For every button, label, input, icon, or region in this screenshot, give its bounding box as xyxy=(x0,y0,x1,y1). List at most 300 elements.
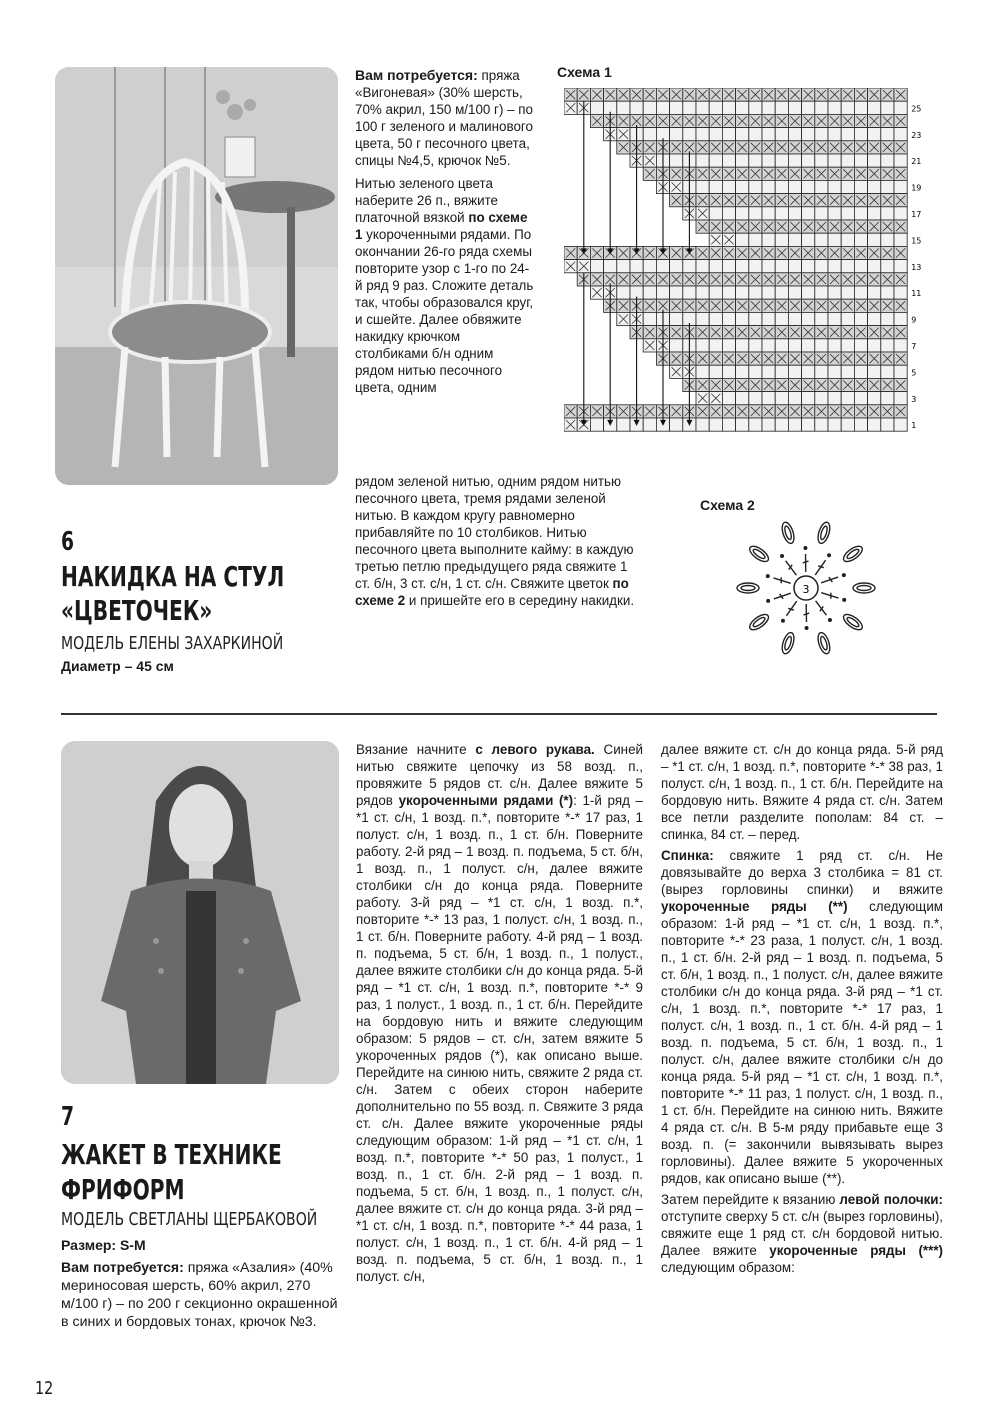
chart-cell xyxy=(749,101,762,114)
chart-cell xyxy=(828,207,841,220)
petal-loop xyxy=(841,543,865,564)
c3g: левой полочки: xyxy=(839,1192,943,1207)
chart-cell xyxy=(775,365,788,378)
chart-cell xyxy=(709,260,722,273)
petal-inner xyxy=(741,586,755,591)
chart-cell xyxy=(894,180,907,193)
petal-loop xyxy=(747,543,771,564)
chart-cell xyxy=(841,128,854,141)
chart-cell xyxy=(815,180,828,193)
chart-cell xyxy=(854,418,867,431)
chart-cell xyxy=(854,339,867,352)
chart-cell xyxy=(696,365,709,378)
row-label: 1 xyxy=(911,421,917,431)
petal-inner xyxy=(857,586,871,591)
materials-text-7: пряжа «Азалия» (40% мериносовая шерсть, 60% акрил, 270 м/100 г) – по 200 г секционно окрашенной в синих и бордовых тонах, крючок №3. xyxy=(61,1260,338,1330)
chart-cell xyxy=(617,418,630,431)
row-label: 23 xyxy=(911,130,922,140)
center-number: 3 xyxy=(802,583,810,596)
chart-cell xyxy=(841,365,854,378)
materials-block-6 xyxy=(355,67,535,400)
chart-cell xyxy=(788,180,801,193)
instructions-6-cont xyxy=(355,473,645,613)
chart-cell xyxy=(775,101,788,114)
chart-cell xyxy=(736,392,749,405)
chart-cell xyxy=(775,180,788,193)
chart-cell xyxy=(709,180,722,193)
chain-dot xyxy=(828,554,831,557)
chart-cell xyxy=(881,418,894,431)
chart-cell xyxy=(722,286,735,299)
chart-cell xyxy=(894,418,907,431)
c3a: далее вяжите ст. с/н до конца ряда. 5-й ряд – *1 ст. с/н, 1 возд. п.*, повторите *-* 38 раз, 1 полуст. с/н, 1 возд. п., 1 ст. б/н. Перейдите на бордовую нить. Вяжите 4 ряда ст. с/н. Затем все петли разделите пополам: 84 ст. – спинка, 84 ст. – перед. xyxy=(661,742,943,842)
chart-cell xyxy=(881,365,894,378)
chart-cell xyxy=(788,101,801,114)
chart-cell xyxy=(670,312,683,325)
chart-cell xyxy=(815,312,828,325)
chart-cell xyxy=(762,286,775,299)
chart-cell xyxy=(749,339,762,352)
chain-dot xyxy=(829,619,832,622)
materials-text: пряжа «Вигоневая» (30% шерсть, 70% акрил, 150 м/100 г) – по 100 г зеленого и малинового цвета, 50 г песочного цвета, спицы №4,5, крючок №5. xyxy=(355,68,533,168)
chart-cell xyxy=(630,101,643,114)
chart-cell xyxy=(722,365,735,378)
chart-cell xyxy=(841,312,854,325)
chart-cell xyxy=(709,365,722,378)
chart-cell xyxy=(749,207,762,220)
model-illustration xyxy=(61,741,339,1084)
row-label: 21 xyxy=(911,157,922,167)
chart-cell xyxy=(736,365,749,378)
instructions-7-col2 xyxy=(356,741,643,1285)
chart-cell xyxy=(894,260,907,273)
chart-cell xyxy=(802,180,815,193)
chart-cell xyxy=(802,207,815,220)
chart-cell xyxy=(709,154,722,167)
chart-cell xyxy=(841,180,854,193)
c3j: следующим образом: xyxy=(661,1260,795,1275)
chart-cell xyxy=(696,312,709,325)
row-label: 11 xyxy=(911,289,922,299)
chart-cell xyxy=(854,312,867,325)
chart-cell xyxy=(854,101,867,114)
chart-cell xyxy=(709,312,722,325)
chart-cell xyxy=(736,339,749,352)
chart-cell xyxy=(736,418,749,431)
chain-dot xyxy=(843,599,846,602)
chart-cell xyxy=(590,418,603,431)
stitch-symbol xyxy=(821,593,838,598)
petal-loop xyxy=(737,583,759,593)
chart-cell xyxy=(788,260,801,273)
size-7: Размер: S-M xyxy=(61,1237,146,1253)
chart-cell xyxy=(683,286,696,299)
stitch-symbol xyxy=(774,578,791,583)
chair-illustration xyxy=(55,67,338,485)
chart-cell xyxy=(722,392,735,405)
page-number: 12 xyxy=(35,1378,54,1399)
chart-cell xyxy=(722,339,735,352)
chart-cell xyxy=(802,128,815,141)
petal-inner xyxy=(752,548,766,560)
chart-cell xyxy=(696,418,709,431)
scheme1-label: Схема 1 xyxy=(557,64,612,80)
chart-cell xyxy=(775,286,788,299)
chart-cell xyxy=(841,339,854,352)
chart-cell xyxy=(683,128,696,141)
chart-cell xyxy=(762,207,775,220)
chart-cell xyxy=(868,286,881,299)
c2b: с левого рукава. xyxy=(475,742,595,757)
chart-cell xyxy=(722,207,735,220)
chart-cell xyxy=(894,207,907,220)
chart-cell xyxy=(815,207,828,220)
chart-cell xyxy=(894,286,907,299)
chart-cell xyxy=(815,101,828,114)
row-label: 19 xyxy=(911,183,922,193)
chart-cell xyxy=(868,392,881,405)
chart-cell xyxy=(788,339,801,352)
chart-cell xyxy=(670,260,683,273)
chart-cell xyxy=(894,365,907,378)
scheme2-label: Схема 2 xyxy=(700,497,755,513)
stitch-tick xyxy=(804,613,810,615)
chart-cell xyxy=(841,286,854,299)
chart-cell xyxy=(617,286,630,299)
chart-cell xyxy=(736,233,749,246)
chart-cell xyxy=(762,180,775,193)
chart-cell xyxy=(868,180,881,193)
chart-cell xyxy=(828,101,841,114)
row-label: 9 xyxy=(911,315,917,325)
chart-cell xyxy=(736,128,749,141)
chart-cell xyxy=(868,339,881,352)
chart-cell xyxy=(828,392,841,405)
scheme1-grid xyxy=(564,88,936,457)
stitch-tick xyxy=(803,561,809,563)
chain-dot xyxy=(781,555,784,558)
chart-cell xyxy=(630,260,643,273)
c2d: укороченными рядами (*) xyxy=(398,793,574,808)
chart-cell xyxy=(868,128,881,141)
petal-loop xyxy=(816,521,832,545)
chart-cell xyxy=(788,312,801,325)
chart-cell xyxy=(868,154,881,167)
row-label: 7 xyxy=(911,342,917,351)
chart-cell xyxy=(736,154,749,167)
chart-cell xyxy=(828,365,841,378)
chart-cell xyxy=(670,339,683,352)
chart-cell xyxy=(722,154,735,167)
chart-cell xyxy=(722,101,735,114)
chart-cell xyxy=(775,207,788,220)
chart-cell xyxy=(722,260,735,273)
stitch-tick xyxy=(788,608,794,610)
row-label: 25 xyxy=(911,104,922,114)
chart-cell xyxy=(894,392,907,405)
stitch-symbol xyxy=(816,601,827,615)
chart-cell xyxy=(604,260,617,273)
chart-cell xyxy=(696,101,709,114)
chart-cell xyxy=(815,233,828,246)
chart-cell xyxy=(696,286,709,299)
p1-b: по схеме 1 xyxy=(355,210,528,242)
chart-cell xyxy=(868,233,881,246)
chart-cell xyxy=(854,392,867,405)
article-title-6-line2: «ЦВЕТОЧЕК» xyxy=(61,594,213,627)
article-number-7: 7 xyxy=(61,1102,75,1132)
row-label: 15 xyxy=(911,236,922,246)
chart-cell xyxy=(696,154,709,167)
chart-cell xyxy=(881,233,894,246)
chart-cell xyxy=(643,418,656,431)
petal-inner xyxy=(846,548,860,560)
chart-cell xyxy=(722,312,735,325)
chart-cell xyxy=(894,312,907,325)
chart-cell xyxy=(881,128,894,141)
chart-cell xyxy=(749,392,762,405)
chart-cell xyxy=(815,128,828,141)
chart-cell xyxy=(802,365,815,378)
chart-cell xyxy=(762,365,775,378)
chart-cell xyxy=(775,418,788,431)
chart-cell xyxy=(670,154,683,167)
chart-cell xyxy=(802,312,815,325)
petal-loop xyxy=(841,612,865,633)
chart-cell xyxy=(841,207,854,220)
chart-cell xyxy=(749,154,762,167)
chart-cell xyxy=(683,260,696,273)
petal-inner xyxy=(846,616,860,628)
chart-cell xyxy=(802,286,815,299)
size-6: Диаметр – 45 см xyxy=(61,658,174,674)
chart-cell xyxy=(881,207,894,220)
chart-cell xyxy=(868,312,881,325)
chart-cell xyxy=(736,312,749,325)
article-title-7-line1: ЖАКЕТ В ТЕХНИКЕ xyxy=(61,1138,282,1171)
chart-cell xyxy=(828,154,841,167)
chart-cell xyxy=(590,260,603,273)
p2-a: рядом зеленой нитью, одним рядом нитью песочного цвета, тремя рядами зеленой нитью. В каждом кругу равномерно прибавляйте по 10 столбиков. Нитью песочного цвета выполните кайму: в каждую третью петлю предыдущего ряда свяжите 1 ст. б/н, 3 ст. с/н, 1 ст. с/н. Свяжите цветок xyxy=(355,474,634,591)
chart-cell xyxy=(868,365,881,378)
chart-cell xyxy=(749,286,762,299)
chart-cell xyxy=(854,180,867,193)
chart-cell xyxy=(881,154,894,167)
chart-cell xyxy=(709,128,722,141)
scheme2-diagram xyxy=(733,515,879,665)
chart-cell xyxy=(894,101,907,114)
chart-cell xyxy=(775,392,788,405)
chart-cell xyxy=(854,365,867,378)
chart-cell xyxy=(762,233,775,246)
chart-cell xyxy=(656,286,669,299)
chart-cell xyxy=(881,260,894,273)
chart-cell xyxy=(815,418,828,431)
chart-cell xyxy=(802,418,815,431)
stitch-symbol xyxy=(786,601,796,616)
chart-cell xyxy=(828,312,841,325)
chart-cell xyxy=(881,286,894,299)
chart-cell xyxy=(802,339,815,352)
chart-cell xyxy=(709,101,722,114)
c3d: укороченные ряды (**) xyxy=(661,899,848,914)
chain-dot xyxy=(843,574,846,577)
chain-dot xyxy=(805,627,808,630)
chart-cell xyxy=(670,418,683,431)
chart-cell xyxy=(670,101,683,114)
chart-cell xyxy=(841,233,854,246)
petal-inner xyxy=(752,616,766,628)
materials-label-7: Вам потребуется: xyxy=(61,1259,184,1275)
chart-cell xyxy=(815,286,828,299)
instructions-7-col3 xyxy=(661,741,943,1280)
chart-cell xyxy=(854,286,867,299)
chart-cell xyxy=(762,339,775,352)
chart-cell xyxy=(775,233,788,246)
chart-cell xyxy=(828,286,841,299)
chart-cell xyxy=(643,128,656,141)
chart-cell xyxy=(802,101,815,114)
row-label: 3 xyxy=(911,394,917,404)
chart-cell xyxy=(815,365,828,378)
chart-cell xyxy=(709,418,722,431)
c3b: Спинка: xyxy=(661,848,714,863)
chart-cell xyxy=(775,154,788,167)
chart-cell xyxy=(788,154,801,167)
chart-cell xyxy=(868,207,881,220)
chart-cell xyxy=(762,128,775,141)
chart-cell xyxy=(828,339,841,352)
chart-cell xyxy=(643,260,656,273)
chart-cell xyxy=(749,418,762,431)
chart-cell xyxy=(775,339,788,352)
chart-cell xyxy=(696,128,709,141)
chart-cell xyxy=(722,128,735,141)
flower-scheme-svg xyxy=(733,515,879,661)
chart-cell xyxy=(788,392,801,405)
chain-dot xyxy=(804,547,807,550)
chart-cell xyxy=(788,233,801,246)
chart-cell xyxy=(736,207,749,220)
p2-c: и пришейте его в середину накидки. xyxy=(405,593,635,608)
chart-cell xyxy=(815,154,828,167)
chart-cell xyxy=(828,418,841,431)
chart-cell xyxy=(854,260,867,273)
chart-cell xyxy=(841,101,854,114)
chart-cell xyxy=(696,180,709,193)
chart-cell xyxy=(736,101,749,114)
chart-cell xyxy=(670,286,683,299)
stitch-symbol xyxy=(815,560,825,575)
c3h: отступите сверху 5 ст. с/н (вырез горловины), свяжите еще 1 ряд ст. с/н бордовой нитью. Далее вяжите xyxy=(661,1209,943,1258)
chart-cell xyxy=(643,101,656,114)
scheme1-svg xyxy=(564,88,936,453)
chart-cell xyxy=(828,260,841,273)
chart-cell xyxy=(894,233,907,246)
chart-cell xyxy=(709,286,722,299)
chart-cell xyxy=(881,312,894,325)
petal-loop xyxy=(816,631,832,655)
p1-c: укороченными рядами. По окончании 26-го ряда схемы повторите узор с 1-го по 24-й ряд 9 раз. Сложите деталь так, чтобы образовался круг, и сшейте. Далее обвяжите накидку крючком столбиками б/н одним рядом нитью песочного цвета, одним xyxy=(355,227,534,395)
chart-cell xyxy=(894,154,907,167)
article-title-7-line2: ФРИФОРМ xyxy=(61,1173,185,1206)
chain-dot xyxy=(782,619,785,622)
chart-cell xyxy=(802,154,815,167)
c3c: свяжите 1 ряд ст. с/н. Не довязывайте до верха 3 столбика = 81 ст. (вырез горловины спинки) и вяжите xyxy=(661,848,943,897)
chart-cell xyxy=(590,101,603,114)
c2e: : 1-й ряд – *1 ст. с/н, 1 возд. п.*, повторите *-* 17 раз, 1 полуст. с/н, 1 возд. п., 1 ст. б/н. Поверните работу. 2-й ряд – 1 возд. п. подъема, 5 ст. б/н, 1 возд. п., 1 полуст. с/н, далее вяжите столбики с/н до конца ряда. Поверните работу. 3-й ряд – *1 ст. с/н, 1 возд. п.*, повторите *-* 13 раз, 1 полуст. с/н, 1 возд. п., 1 ст. б/н. Поверните работу. 4-й ряд – 1 возд. п. подъема, 5 ст. б/н, 1 возд. п., 1 полуст., далее вяжите столбики с/н до конца ряда. 5-й ряд – *1 ст. с/н, 1 возд. п.*, повторите *-* 9 раз, 1 полуст., 1 возд. п., 1 ст. б/н. Перейдите на бордовую нить и вяжите следующим образом: 5 рядов – ст. с/н, затем вяжите 5 укороченных рядов (*), как описано выше. Перейдите на синюю нить, свяжите 2 ряда ст. с/н. Затем с обеих сторон наберите дополнительно по 55 возд. п. Свяжите 3 ряда ст. с/н. Далее вяжите укороченные ряды следующим образом: 1-й ряд – *1 ст. с/н, 1 возд. п.*, повторите *-* 50 раз, 1 полуст., 1 возд. п., 1 ст. б/н. 2-й ряд – 1 возд. п. подъема, 5 ст. б/н, 1 возд. п., 1 полуст. с/н, далее вяжите ст. с/н до конца ряда. 3-й ряд – *1 ст. с/н, 1 возд. п.*, повторите *-* 44 раза, 1 полуст. с/н, 1 возд. п., 1 ст. б/н. 4-й ряд – 1 возд. п. подъема, 5 ст. б/н, 1 возд. п., 1 полуст. с/н, xyxy=(356,793,643,1284)
chart-cell xyxy=(828,180,841,193)
materials-label: Вам потребуется: xyxy=(355,67,478,83)
chart-cell xyxy=(815,392,828,405)
petal-loop xyxy=(780,631,796,655)
chart-cell xyxy=(617,101,630,114)
p1-a: Нитью зеленого цвета наберите 26 п., вяжите платочной вязкой xyxy=(355,176,498,225)
chart-cell xyxy=(722,180,735,193)
chart-cell xyxy=(881,180,894,193)
chart-cell xyxy=(868,260,881,273)
chair-photo xyxy=(55,67,338,485)
chart-cell xyxy=(854,207,867,220)
chart-cell xyxy=(854,154,867,167)
chart-cell xyxy=(736,286,749,299)
chart-cell xyxy=(762,101,775,114)
chart-cell xyxy=(841,392,854,405)
chart-cell xyxy=(749,260,762,273)
chart-cell xyxy=(788,207,801,220)
chart-cell xyxy=(736,260,749,273)
chart-cell xyxy=(683,101,696,114)
chart-cell xyxy=(762,312,775,325)
chart-cell xyxy=(802,233,815,246)
petal-loop xyxy=(747,612,771,633)
chart-cell xyxy=(643,286,656,299)
chart-cell xyxy=(762,260,775,273)
chart-cell xyxy=(788,418,801,431)
chart-cell xyxy=(762,392,775,405)
petal-loop xyxy=(853,583,875,593)
section-divider xyxy=(61,713,937,715)
c2a: Вязание начните xyxy=(356,742,476,757)
chart-cell xyxy=(749,128,762,141)
chart-cell xyxy=(841,260,854,273)
chart-cell xyxy=(775,128,788,141)
article-title-6-line1: НАКИДКА НА СТУЛ xyxy=(61,560,285,593)
chart-cell xyxy=(894,128,907,141)
chart-cell xyxy=(854,233,867,246)
chart-cell xyxy=(749,233,762,246)
row-label: 17 xyxy=(911,210,922,219)
chart-cell xyxy=(775,260,788,273)
chart-cell xyxy=(749,365,762,378)
c2c: Синей нитью свяжите цепочку из 58 возд. п., провяжите 5 рядов ст. с/н. Далее вяжите 5 рядов xyxy=(356,742,643,808)
model-author-7: МОДЕЛЬ СВЕТЛАНЫ ЩЕРБАКОВОЙ xyxy=(61,1209,318,1230)
chart-cell xyxy=(656,260,669,273)
chart-cell xyxy=(815,260,828,273)
chart-cell xyxy=(749,312,762,325)
chart-cell xyxy=(736,180,749,193)
chart-cell xyxy=(841,154,854,167)
p2-b: по схеме 2 xyxy=(355,576,629,608)
model-author-6: МОДЕЛЬ ЕЛЕНЫ ЗАХАРКИНОЙ xyxy=(61,633,284,654)
chart-cell xyxy=(696,339,709,352)
stitch-tick xyxy=(818,566,824,568)
chart-cell xyxy=(881,339,894,352)
chart-cell xyxy=(828,128,841,141)
stitch-symbol xyxy=(786,561,797,575)
c3i: укороченные ряды (***) xyxy=(769,1243,944,1258)
chart-cell xyxy=(802,260,815,273)
